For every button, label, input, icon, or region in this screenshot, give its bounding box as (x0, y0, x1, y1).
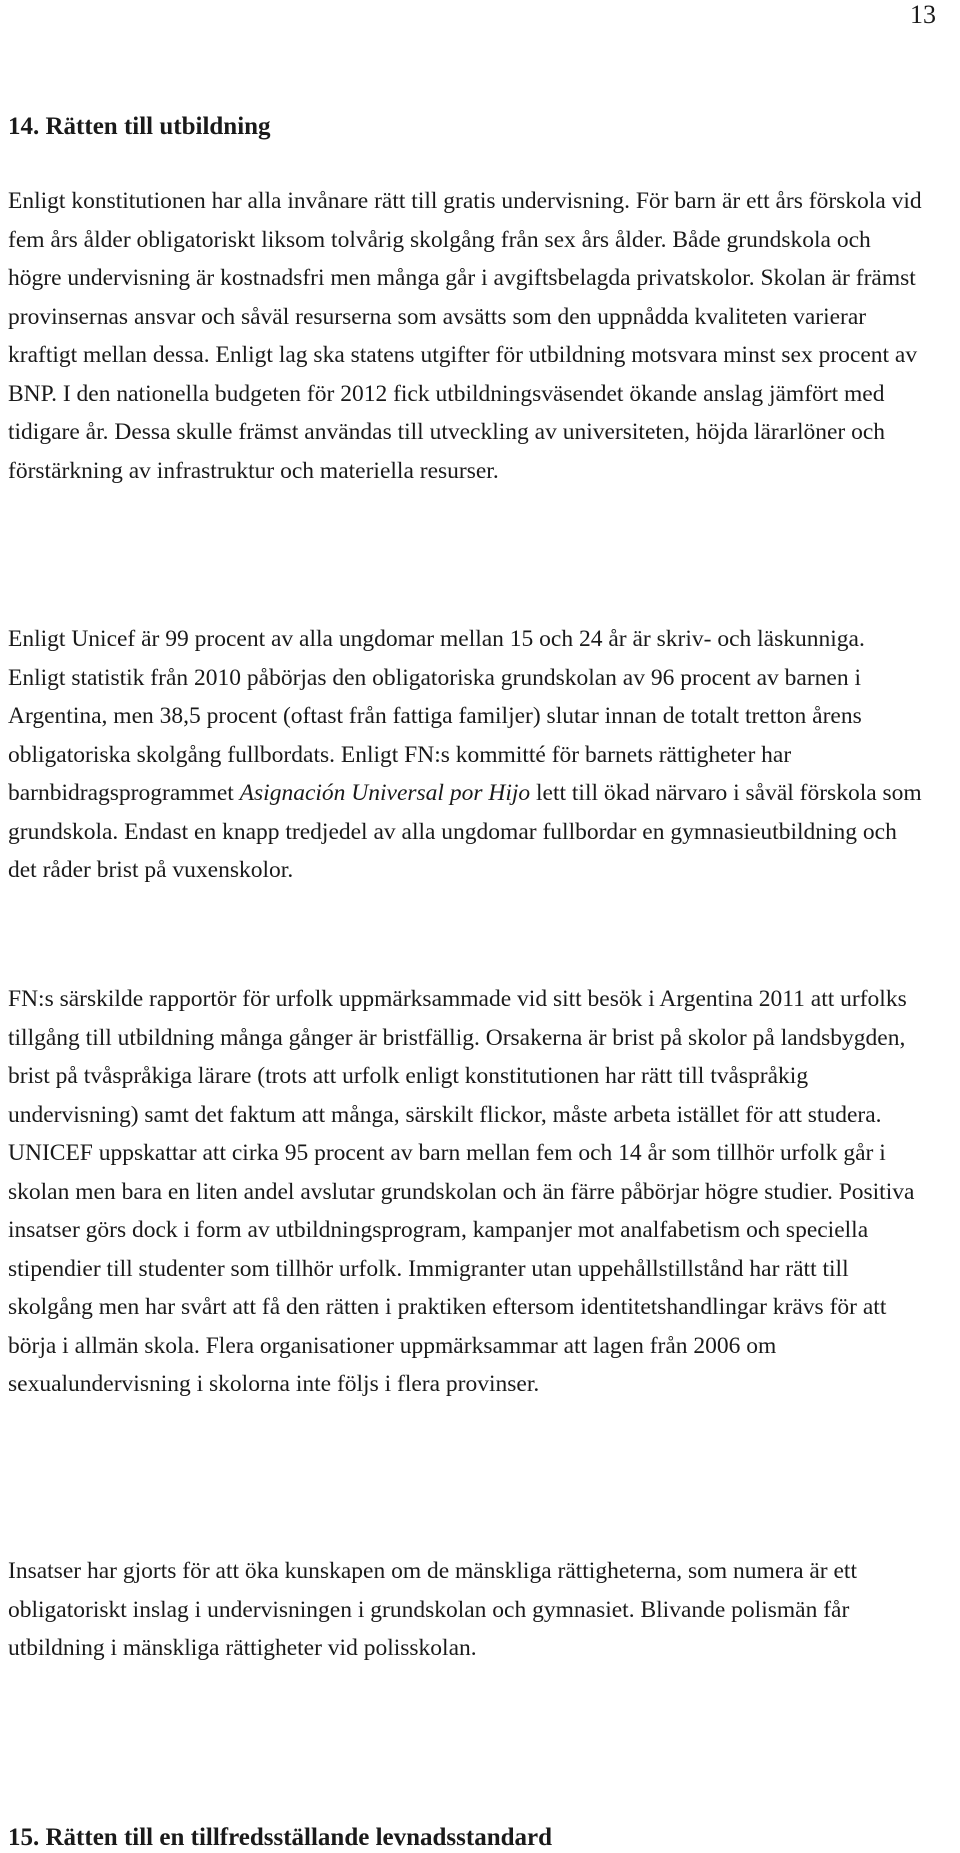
section-14-paragraph-4: Insatser har gjorts för att öka kunskapen om de mänskliga rättigheterna, som numera är ett obligatoriskt inslag i undervisningen i grundskolan och gymnasiet. Blivande polismän får utbildning i mänskliga rättigheter vid polisskolan. (8, 1558, 857, 1661)
program-name-italic: Asignación Universal por Hijo (239, 780, 531, 806)
section-15-heading: 15. Rätten till en tillfredsställande levnadsstandard (8, 1824, 553, 1851)
section-14-paragraph-2 (8, 620, 928, 890)
section-14-paragraph-3: FN:s särskilde rapportör för urfolk uppmärksammade vid sitt besök i Argentina 2011 att urfolks tillgång till utbildning många gånger är bristfällig. Orsakerna är brist på skolor på landsbygden, brist på tvåspråkiga lärare (trots att urfolk enligt konstitutionen har rätt till tvåspråkig undervisning) samt det faktum att många, särskilt flickor, måste arbeta istället för att studera. UNICEF uppskattar att cirka 95 procent av barn mellan fem och 14 år som tillhör urfolk går i skolan men bara en liten andel avslutar grundskolan och än färre påbörjar högre studier. Positiva insatser görs dock i form av utbildningsprogram, kampanjer mot analfabetism och speciella stipendier till studenter som tillhör urfolk. Immigranter utan uppehållstillstånd har rätt till skolgång men har svårt att få den rätten i praktiken eftersom identitetshandlingar krävs för att börja i allmän skola. Flera organisationer uppmärksammar att lagen från 2006 om sexualundervisning i skolorna inte följs i flera provinser. (8, 986, 915, 1397)
section-14-heading: 14. Rätten till utbildning (8, 113, 271, 140)
paragraph-2-text-end: lett till ökad närvaro i såväl förskola som grundskola. Endast en knapp tredjedel av alla ungdomar fullbordar en gymnasieutbildning och det råder brist på vuxenskolor. (8, 780, 922, 883)
paragraph-2-text-start: Enligt Unicef är 99 procent av alla ungdomar mellan 15 och 24 år är skriv- och läskunniga. Enligt statistik från 2010 påbörjas den obligatoriska grundskolan av 96 procent av barnen i Argentina, men 38,5 procent (oftast från fattiga familjer) slutar innan de totalt tretton årens obligatoriska skolgång fullbordats. Enligt FN:s kommitté för barnets rättigheter har barnbidragsprogrammet (8, 626, 865, 806)
page-number: 13 (910, 0, 936, 29)
section-14-paragraph-1: Enligt konstitutionen har alla invånare rätt till gratis undervisning. För barn är ett års förskola vid fem års ålder obligatoriskt liksom tolvårig skolgång från sex års ålder. Både grundskola och högre undervisning är kostnadsfri men många går i avgiftsbelagda privatskolor. Skolan är främst provinsernas ansvar och såväl resurserna som avsätts som den uppnådda kvaliteten varierar kraftigt mellan dessa. Enligt lag ska statens utgifter för utbildning motsvara minst sex procent av BNP. I den nationella budgeten för 2012 fick utbildningsväsendet ökande anslag jämfört med tidigare år. Dessa skulle främst användas till utveckling av universiteten, höjda lärarlöner och förstärkning av infrastruktur och materiella resurser. (8, 188, 922, 484)
